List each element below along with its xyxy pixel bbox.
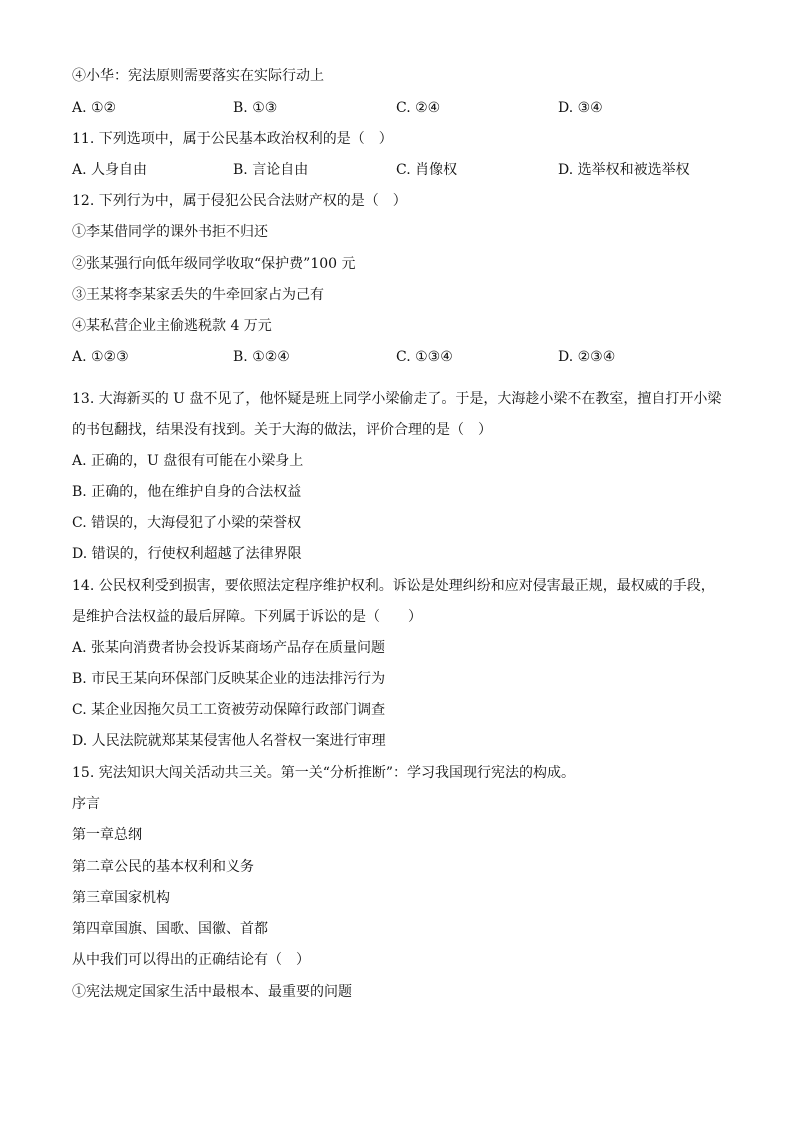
q15-statement-1: ①宪法规定国家生活中最根本、最重要的问题 [72, 984, 352, 1000]
q12-option-a: A. ①②③ [72, 349, 129, 365]
q11-option-c: C. 肖像权 [396, 162, 458, 178]
q14-option-d: D. 人民法院就郑某某侵害他人名誉权一案进行审理 [72, 733, 386, 749]
q14-stem-line-2: 是维护合法权益的最后屏障。下列属于诉讼的是（ ） [72, 609, 422, 625]
q11-option-a: A. 人身自由 [72, 162, 148, 178]
q10-option-b: B. ①③ [233, 100, 278, 116]
q15-structure-chapter-2: 第二章公民的基本权利和义务 [72, 859, 254, 875]
q13-option-b: B. 正确的，他在维护自身的合法权益 [72, 484, 302, 500]
q15-structure-chapter-1: 第一章总纲 [72, 827, 142, 843]
q14-option-a: A. 张某向消费者协会投诉某商场产品存在质量问题 [72, 640, 386, 656]
q10-option-d: D. ③④ [558, 100, 603, 116]
q15-stem: 15. 宪法知识大闯关活动共三关。第一关“分析推断”：学习我国现行宪法的构成。 [72, 765, 576, 781]
q11-stem: 11. 下列选项中，属于公民基本政治权利的是（ ） [72, 131, 393, 147]
q15-structure-chapter-3: 第三章国家机构 [72, 890, 170, 906]
q12-statement-3: ③王某将李某家丢失的牛牵回家占为己有 [72, 287, 324, 303]
q13-option-c: C. 错误的，大海侵犯了小梁的荣誉权 [72, 515, 302, 531]
q13-option-d: D. 错误的，行使权利超越了法律界限 [72, 546, 302, 562]
q10-option-c: C. ②④ [396, 100, 441, 116]
q10-option-a: A. ①② [72, 100, 117, 116]
q12-statement-2: ②张某强行向低年级同学收取“保护费”100 元 [72, 256, 356, 272]
q12-statement-4: ④某私营企业主偷逃税款 4 万元 [72, 318, 272, 334]
q14-option-c: C. 某企业因拖欠员工工资被劳动保障行政部门调查 [72, 702, 386, 718]
q10-statement-4: ④小华：宪法原则需要落实在实际行动上 [72, 68, 324, 84]
q11-option-d: D. 选举权和被选举权 [558, 162, 690, 178]
q12-option-c: C. ①③④ [396, 349, 453, 365]
q13-option-a: A. 正确的，U 盘很有可能在小梁身上 [72, 453, 304, 469]
q13-stem-line-2: 的书包翻找，结果没有找到。关于大海的做法，评价合理的是（ ） [72, 422, 492, 438]
q13-stem-line-1: 13. 大海新买的 U 盘不见了，他怀疑是班上同学小梁偷走了。于是，大海趁小梁不在教室，擅自打开小梁 [72, 391, 722, 407]
q15-structure-chapter-4: 第四章国旗、国歌、国徽、首都 [72, 921, 268, 937]
q12-option-d: D. ②③④ [558, 349, 616, 365]
q14-stem-line-1: 14. 公民权利受到损害，要依照法定程序维护权利。诉讼是处理纠纷和应对侵害最正规，最权威的手段， [72, 578, 715, 594]
q11-option-b: B. 言论自由 [233, 162, 309, 178]
q15-question: 从中我们可以得出的正确结论有（ ） [72, 952, 310, 968]
q12-option-b: B. ①②④ [233, 349, 290, 365]
q15-structure-preamble: 序言 [72, 796, 100, 812]
q12-statement-1: ①李某借同学的课外书拒不归还 [72, 224, 268, 240]
q12-stem: 12. 下列行为中，属于侵犯公民合法财产权的是（ ） [72, 193, 407, 209]
q14-option-b: B. 市民王某向环保部门反映某企业的违法排污行为 [72, 671, 386, 687]
